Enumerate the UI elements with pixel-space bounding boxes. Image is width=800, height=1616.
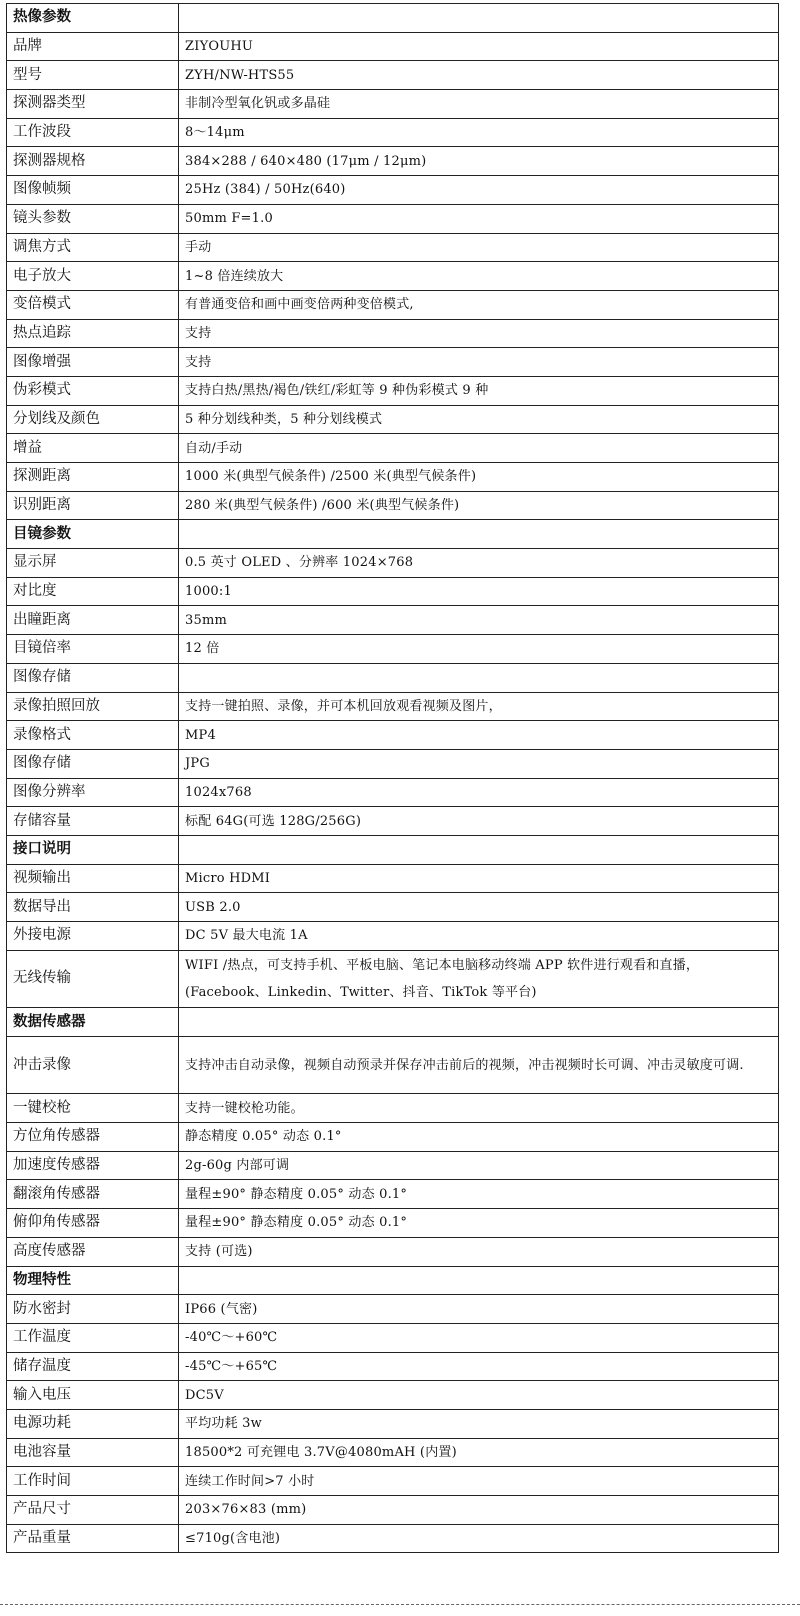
spec-value: 25Hz (384) / 50Hz(640) [179,176,779,205]
spec-row [7,1496,779,1525]
spec-row [7,463,779,492]
spec-value: 自动/手动 [179,434,779,463]
spec-value: 384×288 / 640×480 (17μm / 12μm) [179,147,779,176]
spec-label: 品牌 [7,32,179,61]
spec-row [7,922,779,951]
spec-row [7,1438,779,1467]
spec-row [7,32,779,61]
spec-row [7,405,779,434]
spec-value: 8～14μm [179,118,779,147]
spec-row [7,1524,779,1553]
spec-row [7,721,779,750]
spec-value: 5 种分划线种类，5 种分划线模式 [179,405,779,434]
spec-label: 图像存储 [7,749,179,778]
spec-value: MP4 [179,721,779,750]
spec-value [179,1008,779,1037]
spec-row [7,1180,779,1209]
spec-row [7,1036,779,1094]
spec-value: JPG [179,749,779,778]
spec-value: 50mm F=1.0 [179,204,779,233]
spec-value: 支持 [179,319,779,348]
spec-row [7,176,779,205]
spec-row [7,778,779,807]
spec-value: -45℃～+65℃ [179,1352,779,1381]
spec-label: 图像存储 [7,663,179,692]
spec-row [7,1123,779,1152]
spec-row [7,692,779,721]
spec-label: 外接电源 [7,922,179,951]
spec-value: 手动 [179,233,779,262]
spec-row [7,1467,779,1496]
spec-row [7,90,779,119]
spec-row [7,1323,779,1352]
spec-row [7,262,779,291]
spec-value: 静态精度 0.05° 动态 0.1° [179,1123,779,1152]
spec-label: 方位角传感器 [7,1123,179,1152]
spec-label: 热点追踪 [7,319,179,348]
spec-value: -40℃～+60℃ [179,1323,779,1352]
spec-label: 冲击录像 [7,1036,179,1094]
spec-value: 18500*2 可充锂电 3.7V@4080mAH (内置) [179,1438,779,1467]
spec-label: 电子放大 [7,262,179,291]
spec-label: 镜头参数 [7,204,179,233]
spec-row [7,290,779,319]
spec-value: 量程±90° 静态精度 0.05° 动态 0.1° [179,1180,779,1209]
section-header-row [7,1008,779,1037]
spec-value: USB 2.0 [179,893,779,922]
spec-label: 图像帧频 [7,176,179,205]
spec-label: 俯仰角传感器 [7,1209,179,1238]
spec-label: 工作波段 [7,118,179,147]
spec-row [7,376,779,405]
spec-value [179,4,779,33]
spec-label: 工作时间 [7,1467,179,1496]
spec-value: 有普通变倍和画中画变倍两种变倍模式, [179,290,779,319]
spec-value: 0.5 英寸 OLED 、分辨率 1024×768 [179,549,779,578]
spec-row [7,577,779,606]
spec-label: 防水密封 [7,1295,179,1324]
spec-row [7,491,779,520]
spec-value [179,1266,779,1295]
spec-row [7,118,779,147]
spec-value [179,835,779,864]
spec-row [7,1295,779,1324]
section-title: 接口说明 [7,835,179,864]
spec-value: 1024x768 [179,778,779,807]
spec-row [7,61,779,90]
spec-row [7,807,779,836]
spec-table [6,3,779,1553]
spec-label: 识别距离 [7,491,179,520]
spec-value: 支持白热/黑热/褐色/铁红/彩虹等 9 种伪彩模式 9 种 [179,376,779,405]
spec-label: 图像分辨率 [7,778,179,807]
spec-label: 翻滚角传感器 [7,1180,179,1209]
section-title: 数据传感器 [7,1008,179,1037]
spec-value: 支持冲击自动录像，视频自动预录并保存冲击前后的视频，冲击视频时长可调、冲击灵敏度可调. [179,1036,779,1094]
spec-value: ≤710g(含电池) [179,1524,779,1553]
spec-table-body [7,4,779,1553]
spec-row [7,233,779,262]
spec-row [7,1409,779,1438]
spec-label: 分划线及颜色 [7,405,179,434]
spec-label: 出瞳距离 [7,606,179,635]
spec-label: 目镜倍率 [7,635,179,664]
spec-value: ZIYOUHU [179,32,779,61]
section-title: 物理特性 [7,1266,179,1295]
spec-label: 数据导出 [7,893,179,922]
spec-row [7,147,779,176]
spec-label: 存储容量 [7,807,179,836]
spec-label: 电源功耗 [7,1409,179,1438]
spec-label: 电池容量 [7,1438,179,1467]
spec-row [7,950,779,1008]
spec-value: 量程±90° 静态精度 0.05° 动态 0.1° [179,1209,779,1238]
spec-value: 1000 米(典型气候条件) /2500 米(典型气候条件) [179,463,779,492]
section-title: 热像参数 [7,4,179,33]
spec-value: 35mm [179,606,779,635]
spec-label: 调焦方式 [7,233,179,262]
spec-value: 平均功耗 3w [179,1409,779,1438]
spec-label: 显示屏 [7,549,179,578]
spec-label: 产品重量 [7,1524,179,1553]
spec-value [179,520,779,549]
spec-label: 型号 [7,61,179,90]
spec-row [7,1151,779,1180]
spec-value: 12 倍 [179,635,779,664]
spec-row [7,864,779,893]
spec-value: 支持一键拍照、录像，并可本机回放观看视频及图片， [179,692,779,721]
spec-row [7,1352,779,1381]
spec-value: 标配 64G(可选 128G/256G) [179,807,779,836]
spec-label: 录像拍照回放 [7,692,179,721]
spec-row [7,1237,779,1266]
spec-label: 视频输出 [7,864,179,893]
section-header-row [7,1266,779,1295]
spec-label: 探测距离 [7,463,179,492]
spec-label: 加速度传感器 [7,1151,179,1180]
spec-row [7,635,779,664]
spec-row [7,1094,779,1123]
spec-row [7,1209,779,1238]
spec-value: 203×76×83 (mm) [179,1496,779,1525]
spec-label: 高度传感器 [7,1237,179,1266]
spec-value: 1000:1 [179,577,779,606]
spec-value [179,663,779,692]
section-header-row [7,4,779,33]
spec-label: 增益 [7,434,179,463]
spec-value: 280 米(典型气候条件) /600 米(典型气候条件) [179,491,779,520]
spec-label: 探测器规格 [7,147,179,176]
spec-value: 支持 (可选) [179,1237,779,1266]
spec-value: DC 5V 最大电流 1A [179,922,779,951]
section-header-row [7,835,779,864]
spec-value: 非制冷型氧化钒或多晶硅 [179,90,779,119]
spec-label: 产品尺寸 [7,1496,179,1525]
spec-label: 录像格式 [7,721,179,750]
spec-value: 1~8 倍连续放大 [179,262,779,291]
spec-row [7,606,779,635]
section-title: 目镜参数 [7,520,179,549]
spec-label: 探测器类型 [7,90,179,119]
spec-label: 变倍模式 [7,290,179,319]
spec-row [7,204,779,233]
spec-row [7,434,779,463]
spec-value: 支持一键校枪功能。 [179,1094,779,1123]
page-bottom-divider [0,1604,800,1605]
spec-label: 伪彩模式 [7,376,179,405]
spec-value: DC5V [179,1381,779,1410]
spec-row [7,319,779,348]
section-header-row [7,520,779,549]
spec-label: 无线传输 [7,950,179,1008]
spec-label: 一键校枪 [7,1094,179,1123]
spec-row [7,893,779,922]
spec-label: 工作温度 [7,1323,179,1352]
spec-value: WIFI /热点，可支持手机、平板电脑、笔记本电脑移动终端 APP 软件进行观看和直播，(Facebook、Linkedin、Twitter、抖音、TikTok 等平台) [179,950,779,1008]
spec-label: 输入电压 [7,1381,179,1410]
spec-row [7,1381,779,1410]
spec-row [7,663,779,692]
spec-row [7,749,779,778]
spec-value: Micro HDMI [179,864,779,893]
spec-row [7,348,779,377]
spec-value: 连续工作时间>7 小时 [179,1467,779,1496]
spec-label: 图像增强 [7,348,179,377]
spec-label: 储存温度 [7,1352,179,1381]
spec-value: 2g-60g 内部可调 [179,1151,779,1180]
spec-value: ZYH/NW-HTS55 [179,61,779,90]
spec-label: 对比度 [7,577,179,606]
spec-row [7,549,779,578]
spec-value: IP66 (气密) [179,1295,779,1324]
spec-value: 支持 [179,348,779,377]
